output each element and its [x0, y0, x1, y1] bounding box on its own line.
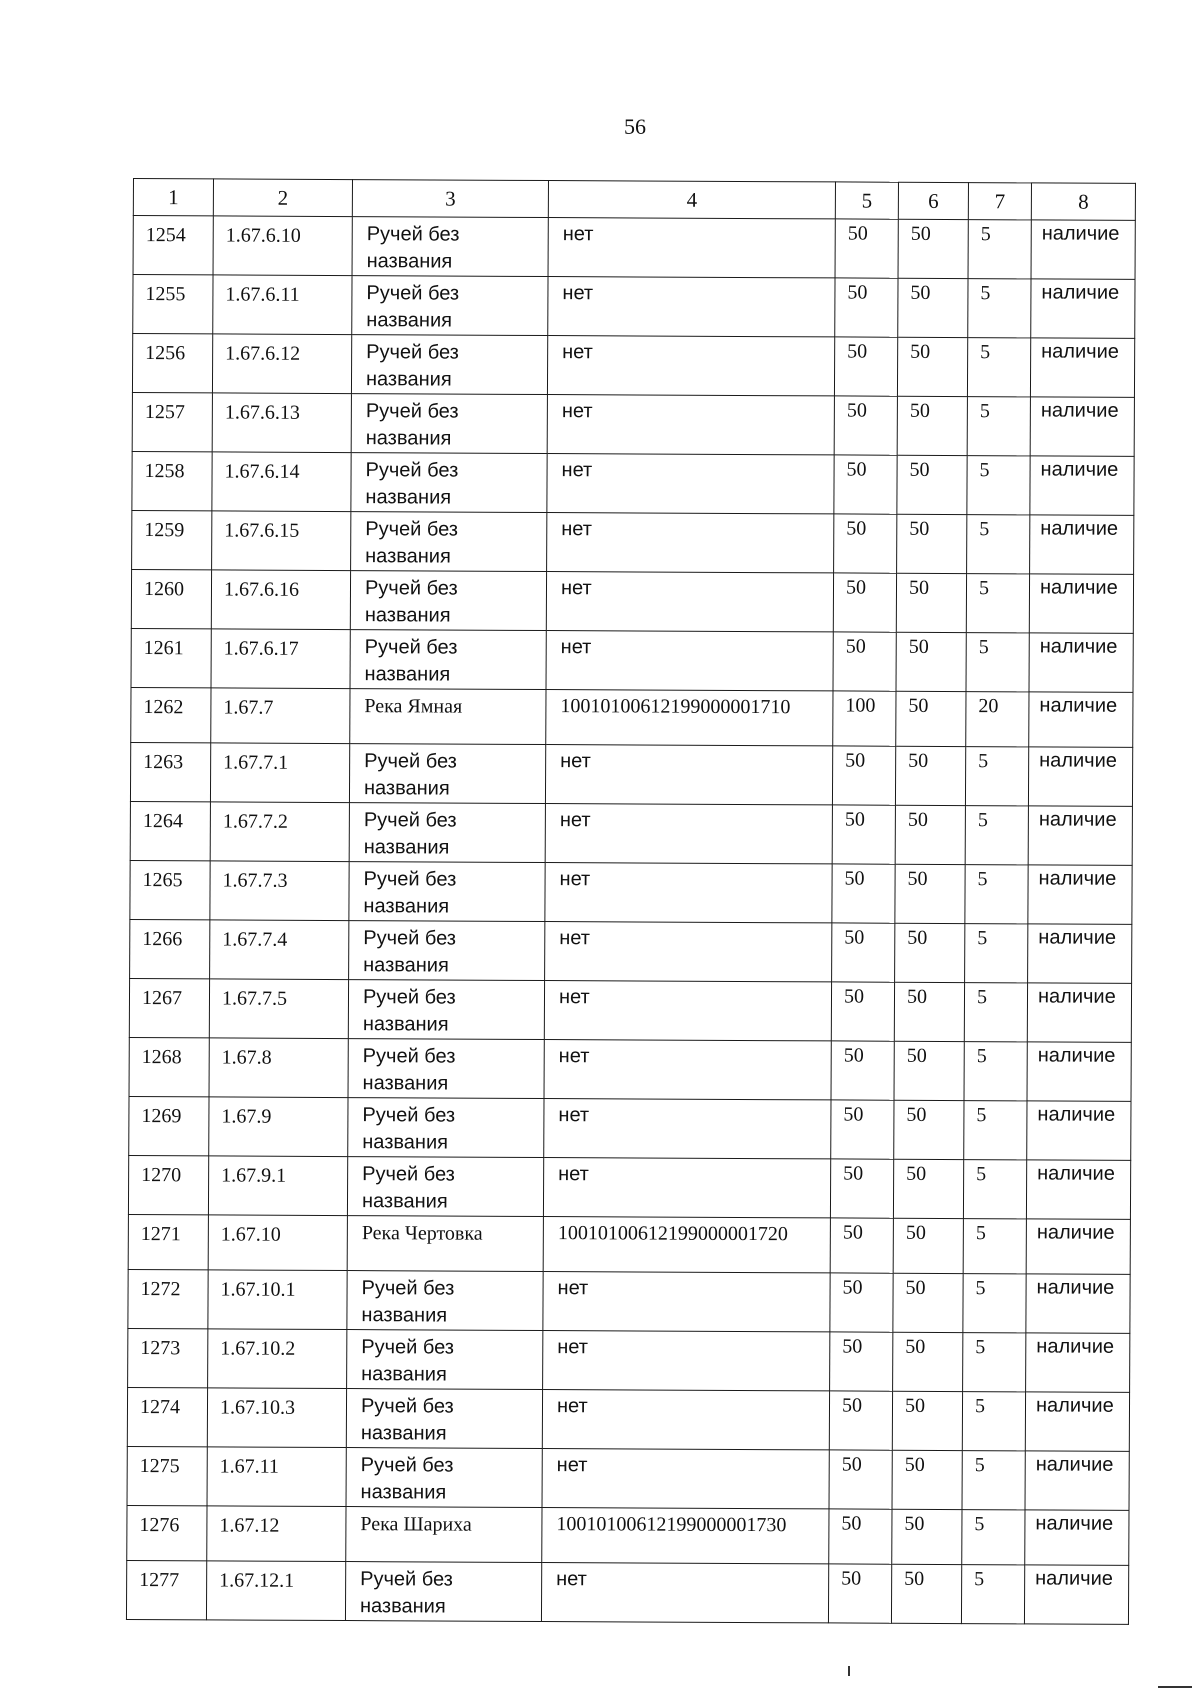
registry-code-cell: нет [542, 1449, 829, 1509]
row-number-cell: 1267 [129, 978, 209, 1037]
column-5-cell: 50 [832, 805, 895, 864]
object-code-cell: 1.67.7 [211, 688, 350, 744]
object-name-cell: Ручей без названия [352, 217, 548, 277]
row-number-cell: 1264 [130, 801, 210, 860]
column-5-cell: 50 [830, 1159, 893, 1218]
column-5-cell: 50 [832, 864, 895, 923]
page-number: 56 [624, 114, 646, 139]
column-6-cell: 50 [892, 1450, 962, 1509]
column-6-cell: 50 [896, 573, 966, 632]
object-code-cell: 1.67.6.17 [211, 629, 350, 689]
object-name-cell: Ручей без названия [348, 980, 544, 1040]
table-row [131, 569, 1133, 633]
registry-code-cell: 10010100612199000001730 [542, 1508, 829, 1564]
column-7-cell: 5 [967, 456, 1030, 515]
registry-code-cell: нет [548, 218, 835, 278]
row-number-cell: 1270 [128, 1155, 208, 1214]
status-cell: наличие [1026, 1333, 1130, 1393]
object-code-cell: 1.67.7.4 [210, 920, 349, 980]
object-code-cell: 1.67.7.1 [210, 743, 349, 803]
object-code-cell: 1.67.6.10 [213, 216, 352, 276]
column-6-cell: 50 [895, 923, 965, 982]
row-number-cell: 1261 [131, 628, 211, 687]
column-7-cell: 5 [965, 865, 1028, 924]
column-7-cell: 5 [965, 806, 1028, 865]
registry-code-cell: нет [542, 1390, 829, 1450]
object-code-cell: 1.67.12 [207, 1506, 346, 1562]
object-name-cell: Ручей без названия [346, 1448, 542, 1508]
object-code-cell: 1.67.10.3 [207, 1388, 346, 1448]
column-7-cell: 5 [967, 397, 1030, 456]
row-number-cell: 1268 [129, 1037, 209, 1096]
row-number-cell: 1266 [130, 919, 210, 978]
column-6-cell: 50 [894, 1100, 964, 1159]
status-cell: наличие [1026, 1160, 1130, 1220]
row-number-cell: 1275 [127, 1446, 207, 1505]
table-row [128, 1328, 1130, 1392]
table-row [127, 1387, 1129, 1451]
status-cell: наличие [1026, 1274, 1130, 1334]
registry-code-cell: нет [545, 863, 832, 923]
registry-code-cell: нет [546, 572, 833, 632]
object-code-cell: 1.67.8 [209, 1038, 348, 1098]
registry-code-cell: нет [547, 454, 834, 514]
status-cell: наличие [1025, 1451, 1129, 1511]
column-5-cell: 50 [832, 746, 895, 805]
table-row [132, 451, 1134, 515]
column-5-cell: 50 [829, 1391, 892, 1450]
status-cell: наличие [1031, 220, 1135, 280]
column-6-cell: 50 [893, 1332, 963, 1391]
registry-code-cell: нет [546, 631, 833, 691]
status-cell: наличие [1029, 574, 1133, 634]
table-row [128, 1155, 1130, 1219]
registry-code-cell: нет [544, 1099, 831, 1159]
column-6-cell: 50 [896, 632, 966, 691]
column-6-cell: 50 [896, 691, 966, 746]
object-name-cell: Ручей без названия [345, 1562, 541, 1622]
table-row [130, 742, 1132, 806]
table-row [130, 801, 1132, 865]
registry-code-cell: нет [543, 1158, 830, 1218]
row-number-cell: 1263 [130, 742, 210, 801]
table-row [129, 978, 1131, 1042]
table-row [132, 510, 1134, 574]
object-name-cell: Ручей без названия [350, 571, 546, 631]
row-number-cell: 1254 [133, 216, 213, 275]
column-5-cell: 50 [831, 1100, 894, 1159]
status-cell: наличие [1028, 865, 1132, 925]
scan-dash [1158, 1686, 1192, 1688]
row-number-cell: 1271 [128, 1214, 208, 1269]
row-number-cell: 1262 [131, 687, 211, 742]
column-header-7: 7 [968, 183, 1031, 220]
status-cell: наличие [1030, 515, 1134, 575]
column-6-cell: 50 [893, 1218, 963, 1273]
object-code-cell: 1.67.6.16 [211, 570, 350, 630]
column-7-cell: 5 [963, 1274, 1026, 1333]
registry-code-cell: нет [547, 513, 834, 573]
column-6-cell: 50 [895, 805, 965, 864]
column-6-cell: 50 [897, 455, 967, 514]
column-6-cell: 50 [895, 864, 965, 923]
object-code-cell: 1.67.7.3 [210, 861, 349, 921]
column-7-cell: 5 [964, 1101, 1027, 1160]
row-number-cell: 1273 [128, 1328, 208, 1387]
column-5-cell: 50 [829, 1509, 892, 1564]
column-5-cell: 50 [829, 1450, 892, 1509]
column-header-1: 1 [133, 179, 213, 216]
column-header-4: 4 [548, 181, 835, 219]
column-5-cell: 50 [834, 337, 897, 396]
object-name-cell: Река Чертовка [347, 1216, 543, 1272]
status-cell: наличие [1027, 983, 1131, 1043]
column-6-cell: 50 [894, 982, 964, 1041]
object-code-cell: 1.67.10.2 [208, 1329, 347, 1389]
registry-code-cell: 10010100612199000001720 [543, 1217, 830, 1273]
object-code-cell: 1.67.6.14 [212, 452, 351, 512]
column-5-cell: 50 [832, 923, 895, 982]
row-number-cell: 1260 [131, 569, 211, 628]
row-number-cell: 1274 [127, 1387, 207, 1446]
object-name-cell: Река Ямная [350, 689, 546, 745]
column-7-cell: 5 [964, 983, 1027, 1042]
object-code-cell: 1.67.10.1 [208, 1270, 347, 1330]
column-7-cell: 20 [966, 692, 1029, 747]
object-name-cell: Ручей без названия [346, 1389, 542, 1449]
object-name-cell: Ручей без названия [347, 1330, 543, 1390]
column-5-cell: 50 [834, 455, 897, 514]
registry-code-cell: нет [545, 804, 832, 864]
object-name-cell: Ручей без названия [351, 394, 547, 454]
object-code-cell: 1.67.6.12 [212, 334, 351, 394]
column-5-cell: 100 [833, 691, 896, 746]
column-7-cell: 5 [963, 1160, 1026, 1219]
table-row [129, 1096, 1131, 1160]
object-code-cell: 1.67.9.1 [208, 1156, 347, 1216]
column-7-cell: 5 [967, 515, 1030, 574]
table-row [128, 1214, 1130, 1274]
status-cell: наличие [1030, 397, 1134, 457]
column-5-cell: 50 [833, 573, 896, 632]
object-name-cell: Ручей без названия [352, 276, 548, 336]
column-6-cell: 50 [893, 1159, 963, 1218]
table-row [130, 860, 1132, 924]
column-5-cell: 50 [830, 1332, 893, 1391]
registry-code-cell: нет [544, 1040, 831, 1100]
object-code-cell: 1.67.9 [209, 1097, 348, 1157]
registry-code-cell: нет [545, 922, 832, 982]
object-name-cell: Ручей без названия [349, 744, 545, 804]
column-6-cell: 50 [894, 1041, 964, 1100]
row-number-cell: 1257 [132, 392, 212, 451]
object-name-cell: Ручей без названия [351, 512, 547, 572]
column-header-5: 5 [835, 182, 898, 219]
column-header-3: 3 [352, 180, 548, 218]
object-name-cell: Ручей без названия [347, 1157, 543, 1217]
registry-code-cell: нет [547, 336, 834, 396]
column-7-cell: 5 [966, 633, 1029, 692]
object-name-cell: Ручей без названия [349, 921, 545, 981]
object-name-cell: Ручей без названия [350, 630, 546, 690]
object-code-cell: 1.67.6.15 [212, 511, 351, 571]
status-cell: наличие [1030, 456, 1134, 516]
column-5-cell: 50 [831, 982, 894, 1041]
registry-code-cell: нет [541, 1563, 828, 1623]
status-cell: наличие [1025, 1392, 1129, 1452]
column-7-cell: 5 [962, 1392, 1025, 1451]
table-row [133, 216, 1135, 280]
column-7-cell: 5 [963, 1333, 1026, 1392]
object-name-cell: Ручей без названия [348, 1039, 544, 1099]
column-6-cell: 50 [892, 1509, 962, 1564]
row-number-cell: 1277 [126, 1560, 206, 1619]
water-objects-table [126, 178, 1136, 1625]
table-row [130, 919, 1132, 983]
status-cell: наличие [1026, 1219, 1130, 1275]
registry-code-cell: нет [548, 277, 835, 337]
object-code-cell: 1.67.10 [208, 1215, 347, 1271]
column-5-cell: 50 [835, 219, 898, 278]
status-cell: наличие [1029, 633, 1133, 693]
table-row [131, 687, 1133, 747]
column-5-cell: 50 [831, 1041, 894, 1100]
column-7-cell: 5 [962, 1451, 1025, 1510]
object-name-cell: Ручей без названия [351, 453, 547, 513]
column-6-cell: 50 [897, 396, 967, 455]
column-6-cell: 50 [897, 514, 967, 573]
status-cell: наличие [1028, 747, 1132, 807]
status-cell: наличие [1027, 1042, 1131, 1102]
status-cell: наличие [1027, 1101, 1131, 1161]
status-cell: наличие [1029, 692, 1133, 748]
column-5-cell: 50 [828, 1564, 891, 1623]
object-name-cell: Река Шариха [346, 1507, 542, 1563]
column-6-cell: 50 [893, 1273, 963, 1332]
registry-code-cell: нет [543, 1272, 830, 1332]
table-row [129, 1037, 1131, 1101]
status-cell: наличие [1028, 924, 1132, 984]
status-cell: наличие [1024, 1565, 1128, 1625]
registry-code-cell: нет [544, 981, 831, 1041]
column-header-8: 8 [1031, 183, 1135, 221]
object-name-cell: Ручей без названия [351, 335, 547, 395]
row-number-cell: 1259 [132, 510, 212, 569]
column-7-cell: 5 [965, 747, 1028, 806]
object-code-cell: 1.67.7.5 [209, 979, 348, 1039]
status-cell: наличие [1028, 806, 1132, 866]
column-5-cell: 50 [830, 1218, 893, 1273]
object-code-cell: 1.67.6.11 [213, 275, 352, 335]
scan-mark [848, 1666, 850, 1676]
table-row [128, 1269, 1130, 1333]
object-code-cell: 1.67.7.2 [210, 802, 349, 862]
column-5-cell: 50 [833, 632, 896, 691]
status-cell: наличие [1025, 1510, 1129, 1566]
column-7-cell: 5 [961, 1565, 1024, 1624]
table-row [132, 392, 1134, 456]
table-row [132, 334, 1134, 398]
object-name-cell: Ручей без названия [347, 1271, 543, 1331]
column-6-cell: 50 [897, 337, 967, 396]
row-number-cell: 1272 [128, 1269, 208, 1328]
column-5-cell: 50 [835, 278, 898, 337]
object-code-cell: 1.67.12.1 [206, 1561, 345, 1621]
column-7-cell: 5 [964, 1042, 1027, 1101]
column-5-cell: 50 [834, 514, 897, 573]
row-number-cell: 1265 [130, 860, 210, 919]
column-6-cell: 50 [895, 746, 965, 805]
table-row [127, 1446, 1129, 1510]
table-row [131, 628, 1133, 692]
row-number-cell: 1255 [133, 275, 213, 334]
column-header-6: 6 [898, 182, 968, 219]
row-number-cell: 1269 [129, 1096, 209, 1155]
column-7-cell: 5 [966, 574, 1029, 633]
status-cell: наличие [1031, 279, 1135, 339]
registry-code-cell: нет [545, 745, 832, 805]
column-5-cell: 50 [830, 1273, 893, 1332]
registry-code-cell: 10010100612199000001710 [546, 690, 833, 746]
column-5-cell: 50 [834, 396, 897, 455]
row-number-cell: 1258 [132, 451, 212, 510]
column-header-2: 2 [213, 179, 352, 217]
column-7-cell: 5 [967, 338, 1030, 397]
registry-code-cell: нет [547, 395, 834, 455]
header-row [133, 179, 1135, 221]
object-name-cell: Ручей без названия [349, 862, 545, 922]
table-row [126, 1560, 1128, 1624]
row-number-cell: 1256 [132, 334, 212, 393]
object-name-cell: Ручей без названия [349, 803, 545, 863]
object-name-cell: Ручей без названия [348, 1098, 544, 1158]
column-6-cell: 50 [891, 1564, 961, 1623]
column-7-cell: 5 [965, 924, 1028, 983]
column-7-cell: 5 [968, 279, 1031, 338]
object-code-cell: 1.67.6.13 [212, 393, 351, 453]
registry-code-cell: нет [543, 1331, 830, 1391]
status-cell: наличие [1030, 338, 1134, 398]
table-body [126, 216, 1135, 1625]
object-code-cell: 1.67.11 [207, 1447, 346, 1507]
column-6-cell: 50 [898, 278, 968, 337]
table-row [127, 1505, 1129, 1565]
column-7-cell: 5 [968, 220, 1031, 279]
column-6-cell: 50 [898, 219, 968, 278]
column-7-cell: 5 [962, 1510, 1025, 1565]
table-row [133, 275, 1135, 339]
row-number-cell: 1276 [127, 1505, 207, 1560]
column-6-cell: 50 [892, 1391, 962, 1450]
column-7-cell: 5 [963, 1219, 1026, 1274]
